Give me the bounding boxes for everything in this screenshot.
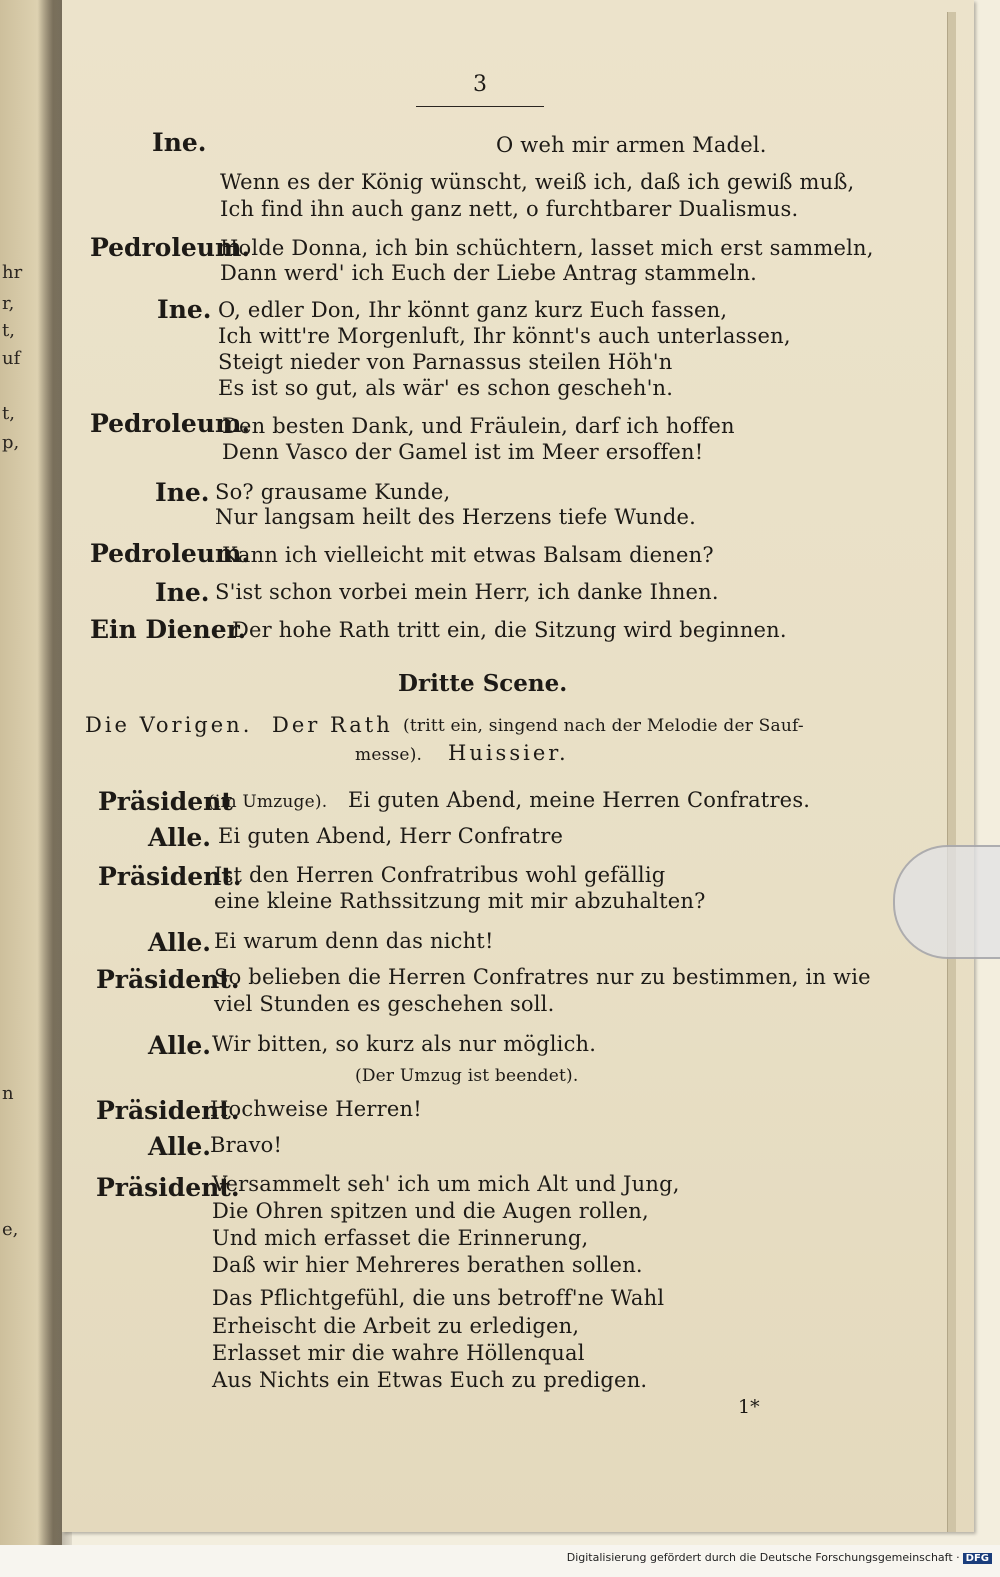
stage-direction: (im Umzuge). (208, 792, 328, 812)
page-edge (947, 12, 956, 1532)
dialogue-line: viel Stunden es geschehen soll. (214, 992, 555, 1016)
dialogue-line: Bravo! (210, 1133, 283, 1157)
dialogue-line: Hochweise Herren! (210, 1097, 422, 1121)
footer-text: Digitalisierung gefördert durch die Deutsche Forschungsgemeinschaft · (566, 1551, 960, 1564)
speaker-label: Präsident (98, 787, 233, 816)
dialogue-line: Ei guten Abend, Herr Confratre (218, 824, 564, 848)
left-margin-fragment: uf (2, 348, 21, 369)
speaker-label: Ine. (157, 295, 212, 324)
speaker-label: Ein Diener. (90, 615, 247, 644)
cast-list: Die Vorigen. (85, 713, 253, 737)
speaker-label: Ine. (155, 578, 210, 607)
speaker-label: Präsident. (96, 1096, 240, 1125)
cast-list: Der Rath (272, 713, 393, 737)
dialogue-line: Denn Vasco der Gamel ist im Meer ersoffen! (222, 440, 704, 464)
dialogue-line: Steigt nieder von Parnassus steilen Höh'n (218, 350, 673, 374)
speaker-label: Pedroleum. (90, 409, 251, 438)
speaker-label: Pedroleum. (90, 233, 251, 262)
dialogue-line: Ist den Herren Confratribus wohl gefällig (214, 863, 666, 887)
speaker-label: Präsident. (96, 1173, 240, 1202)
left-margin-fragment: p, (2, 432, 20, 453)
digitization-credit (567, 1551, 992, 1564)
speaker-label: Präsident. (96, 965, 240, 994)
speaker-label: Präsident. (98, 862, 242, 891)
left-margin-fragment: t, (2, 320, 15, 341)
page-number: 3 (473, 72, 487, 97)
dialogue-line: Die Ohren spitzen und die Augen rollen, (212, 1199, 649, 1223)
speaker-label: Alle. (148, 1132, 212, 1161)
speaker-label: Ine. (152, 128, 207, 157)
dialogue-line: Den besten Dank, und Fräulein, darf ich hoffen (222, 414, 735, 438)
dialogue-line: Aus Nichts ein Etwas Euch zu predigen. (212, 1368, 648, 1392)
stage-direction: (tritt ein, singend nach der Melodie der Sauf- (403, 716, 804, 736)
dialogue-line: Wir bitten, so kurz als nur möglich. (212, 1032, 597, 1056)
left-margin-fragment: hr (2, 262, 23, 283)
dialogue-line: Wenn es der König wünscht, weiß ich, daß ich gewiß muß, (220, 170, 855, 194)
stage-direction: (Der Umzug ist beendet). (355, 1066, 579, 1086)
dialogue-line: Das Pflichtgefühl, die uns betroff'ne Wahl (212, 1286, 665, 1310)
speaker-label: Ine. (155, 478, 210, 507)
left-margin-fragment: n (2, 1083, 14, 1104)
dialogue-line: eine kleine Rathssitzung mit mir abzuhalten? (214, 889, 706, 913)
left-margin-fragment: e, (2, 1219, 19, 1240)
speaker-label: Alle. (148, 823, 212, 852)
dialogue-line: Ei warum denn das nicht! (214, 929, 494, 953)
stage-direction: messe). (355, 745, 423, 765)
dialogue-line: Ich witt're Morgenluft, Ihr könnt's auch unterlassen, (218, 324, 791, 348)
dialogue-line: O, edler Don, Ihr könnt ganz kurz Euch fassen, (218, 298, 728, 322)
dialogue-line: So belieben die Herren Confratres nur zu bestimmen, in wie (214, 965, 871, 989)
dialogue-line: Erlasset mir die wahre Höllenqual (212, 1341, 585, 1365)
dfg-logo: DFG (963, 1553, 992, 1564)
dialogue-line: Der hohe Rath tritt ein, die Sitzung wird beginnen. (232, 618, 787, 642)
speaker-label: Alle. (148, 1031, 212, 1060)
scene-title: Dritte Scene. (398, 670, 568, 697)
dialogue-line: Versammelt seh' ich um mich Alt und Jung, (212, 1172, 680, 1196)
dialogue-line: S'ist schon vorbei mein Herr, ich danke Ihnen. (215, 580, 719, 604)
page-number-rule (416, 106, 544, 107)
dialogue-line: O weh mir armen Madel. (496, 133, 767, 157)
dialogue-line: Es ist so gut, als wär' es schon gescheh'n. (218, 376, 674, 400)
dialogue-line: Dann werd' ich Euch der Liebe Antrag stammeln. (220, 261, 758, 285)
dialogue-line: Und mich erfasset die Erinnerung, (212, 1226, 589, 1250)
dialogue-line: Erheischt die Arbeit zu erledigen, (212, 1314, 580, 1338)
dialogue-line: Nur langsam heilt des Herzens tiefe Wunde. (215, 505, 696, 529)
cast-list: Huissier. (448, 741, 569, 765)
speaker-label: Pedroleum. (90, 539, 251, 568)
dialogue-line: Ei guten Abend, meine Herren Confratres. (348, 788, 811, 812)
dialogue-line: Holde Donna, ich bin schüchtern, lasset mich erst sammeln, (220, 236, 874, 260)
dialogue-line: Ich find ihn auch ganz nett, o furchtbarer Dualismus. (220, 197, 799, 221)
dialogue-line: Kann ich vielleicht mit etwas Balsam dienen? (222, 543, 714, 567)
speaker-label: Alle. (148, 928, 212, 957)
magnifier-tool[interactable] (893, 845, 1000, 959)
left-margin-fragment: t, (2, 403, 15, 424)
signature-mark: 1* (738, 1396, 760, 1418)
left-margin-fragment: r, (2, 293, 15, 314)
dialogue-line: So? grausame Kunde, (215, 480, 451, 504)
dialogue-line: Daß wir hier Mehreres berathen sollen. (212, 1253, 643, 1277)
